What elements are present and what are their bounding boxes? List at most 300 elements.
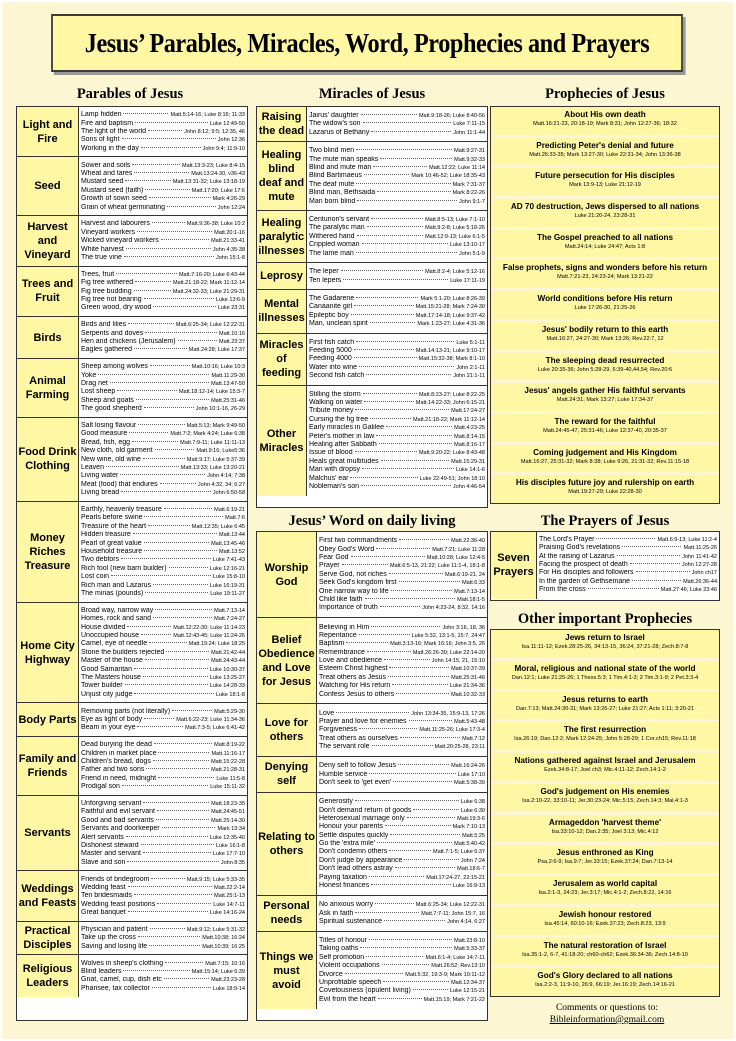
prayers-entry	[539, 586, 717, 594]
parables-entry	[81, 430, 245, 438]
miracles-entry	[309, 303, 485, 311]
entry-name: Covetousness (opulent living)	[319, 987, 411, 995]
entry-reference: Luke 17:10	[457, 771, 485, 778]
entry-reference: Matt.17:20; Luke 17:6	[191, 187, 245, 194]
word-table	[256, 531, 488, 1021]
parables-entry	[81, 590, 245, 598]
miracles-entry	[309, 241, 485, 249]
parables-entry	[81, 120, 245, 128]
entry-name: Heterosexual marriage only	[319, 814, 405, 822]
entry-reference: Matt.14:13-21; Luke 9:10-17	[415, 347, 485, 354]
entry-name: Vineyard workers	[81, 228, 135, 236]
entry-reference: Matt.25:31-46	[451, 674, 485, 681]
entry-name: Feeding 4000	[309, 355, 352, 363]
leader-dots	[379, 443, 452, 444]
word-entry	[319, 588, 485, 596]
miracles-entry	[309, 224, 485, 232]
leader-dots	[157, 903, 211, 904]
entry-reference: Matt.20:1-16	[214, 229, 245, 236]
word-entry	[319, 865, 485, 873]
word-entry	[319, 537, 485, 545]
entry-reference: Luke 16:1-8	[215, 842, 245, 849]
entry-name: Eye as light of body	[81, 716, 143, 723]
leader-dots	[370, 418, 411, 419]
parables-entry	[81, 128, 245, 136]
parables-entry	[81, 321, 245, 329]
word-entry	[319, 910, 485, 918]
parables-entry	[81, 162, 245, 170]
entry-reference: Matt.6:19-21, 24	[444, 571, 485, 578]
parables-entry	[81, 170, 245, 178]
leader-dots	[144, 516, 223, 517]
entry-name: Beam in your eye	[81, 724, 136, 732]
leader-dots	[400, 737, 460, 738]
prophecies-item	[491, 414, 719, 445]
parables-entry	[81, 808, 245, 816]
entry-name: The widow's son	[309, 120, 361, 128]
leader-dots	[146, 768, 209, 769]
entry-name: Prayer	[319, 562, 340, 570]
entry-reference: Mark 7:31-37	[452, 181, 485, 188]
entry-name: Unprofitable speech	[319, 978, 382, 986]
entry-name: Withered hand	[309, 232, 355, 240]
prophecy-title: About His own death	[564, 110, 646, 119]
parables-entry	[81, 657, 245, 665]
leader-dots	[392, 684, 448, 685]
parables-entry	[81, 439, 245, 447]
leader-dots	[123, 970, 189, 971]
entry-reference: Matt.9:2-8; Luke 5:18-26	[425, 225, 485, 232]
miracles-entry	[309, 181, 485, 189]
parables-section-label: Religious Leaders	[17, 955, 79, 997]
leader-dots	[396, 693, 449, 694]
entry-name: Generosity	[319, 798, 353, 806]
prophecy-title: The first resurrection	[563, 725, 647, 735]
entry-name: Confess Jesus to others	[319, 690, 395, 698]
entry-reference: Matt.6:9-13; Luke 11:2-4	[657, 536, 717, 543]
miracles-entry	[309, 216, 485, 224]
entry-name: Birds and lilies	[81, 321, 127, 329]
entry-reference: John 9:1-7	[459, 198, 485, 205]
miracles-entry	[309, 233, 485, 241]
entry-reference: Luke 14:1-6	[455, 467, 485, 474]
entry-name: Sheep and goats	[81, 396, 134, 404]
entry-name: Pearls before swine	[81, 514, 143, 522]
word-section-label: Things we must avoid	[257, 932, 317, 1010]
parables-section-body-parts	[17, 703, 247, 737]
leader-dots	[351, 314, 414, 315]
miracles-entry	[309, 312, 485, 320]
entry-reference: Matt.19:3-6	[457, 815, 485, 822]
entry-reference: Luke 12:49-50	[209, 120, 245, 127]
entry-name: Blind Bartimaeus	[309, 172, 362, 180]
word-entry	[319, 640, 485, 648]
entry-name: Man with dropsy	[309, 466, 360, 474]
entry-name: Father and two sons	[81, 766, 145, 774]
entry-reference: John 4:14; 7:38	[207, 473, 245, 480]
parables-entry	[81, 388, 245, 396]
parables-section-light-and-fire	[17, 107, 247, 157]
miracles-entry	[309, 483, 485, 491]
parables-section-trees-and-fruit	[17, 267, 247, 317]
entry-name: Faithful and evil servant	[81, 808, 155, 816]
entry-name: Salt losing flavour	[81, 422, 137, 430]
leader-dots	[153, 617, 212, 618]
prayers-entry	[539, 561, 717, 569]
parables-entry	[81, 607, 245, 615]
entry-reference: John 9:4; 11:9-10	[202, 145, 245, 152]
miracles-entry	[309, 189, 485, 197]
word-entry	[319, 649, 485, 657]
miracles-entry	[309, 164, 485, 172]
prophecy-references: Matt.24:31; Mark 13:27; Luke 17:34-37	[556, 397, 654, 404]
entry-name: Feeding 5000	[309, 346, 352, 354]
entry-reference: Matt.7:6	[225, 515, 245, 522]
prophecy-references: Matt.16:27, 25:31-32; Mark 8:38; Luke 9:26, 21:31-32; Rev.11:15-18	[520, 458, 690, 465]
parables-section-religious-leaders	[17, 955, 247, 997]
entry-reference: Mark 10:46-52; Luke 18:35-43	[411, 173, 485, 180]
miracles-entry	[309, 250, 485, 258]
prophecy-title: Jerusalem as world capital	[552, 879, 658, 888]
leader-dots	[151, 878, 184, 879]
parables-entry	[81, 111, 245, 119]
entry-reference: Matt.7:2; Mark 4:24; Luke 6:38	[170, 431, 245, 438]
parables-entry	[81, 506, 245, 514]
entry-reference: John 4:35-38	[212, 246, 245, 253]
parables-section-money-riches-treasure	[17, 502, 247, 603]
entry-reference: Luke 18:1-8	[215, 691, 245, 698]
entry-name: Spiritual sustenance	[319, 917, 383, 925]
prophecy-references: Matt.19:27-29; Luke 22:28-30	[568, 489, 642, 496]
leader-dots	[145, 659, 209, 660]
prophecy-title: AD 70 destruction, Jews dispersed to all nations	[510, 202, 700, 212]
parables-entry	[81, 456, 245, 464]
entry-name: Stilling the storm	[309, 390, 361, 398]
prophecies-item	[491, 260, 719, 291]
parables-entry	[81, 934, 245, 942]
leader-dots	[390, 834, 460, 835]
leader-dots	[369, 773, 456, 774]
leader-dots	[366, 956, 423, 957]
miracles-entry	[309, 112, 485, 120]
leader-dots	[122, 138, 216, 139]
leader-dots	[135, 122, 208, 123]
other-item	[491, 692, 719, 723]
leader-dots	[622, 546, 681, 547]
leader-dots	[122, 785, 208, 786]
parables-section-label: Servants	[17, 796, 79, 871]
parables-entry	[81, 859, 245, 867]
word-entry	[319, 962, 485, 970]
other-item	[491, 938, 719, 969]
entry-reference: Matt.10:28; Luke 12:4-5	[426, 555, 485, 562]
prayers-entry	[539, 553, 717, 561]
entry-name: The lame man	[309, 249, 354, 257]
entry-reference: John 8:35	[220, 859, 245, 866]
leader-dots	[355, 800, 459, 801]
entry-reference: John 21:1-11	[453, 373, 485, 380]
leader-dots	[395, 867, 455, 868]
entry-name: Second fish catch	[309, 372, 365, 380]
entry-reference: Matt.10:39; 16:25	[202, 943, 245, 950]
leader-dots	[164, 978, 209, 979]
parables-header: Parables of Jesus	[76, 86, 184, 102]
parables-entry	[81, 758, 245, 766]
prophecies-item	[491, 353, 719, 384]
entry-name: Saving and losing life	[81, 942, 148, 950]
parables-entry	[81, 682, 245, 690]
leader-dots	[357, 235, 424, 236]
leader-dots	[377, 842, 452, 843]
entry-name: House divided	[81, 623, 126, 631]
leader-dots	[409, 720, 453, 721]
parables-entry	[81, 136, 245, 144]
entry-reference: Luke 15:8-10	[212, 574, 245, 581]
entry-name: Healing after Sabbath	[309, 440, 377, 448]
entry-reference: Matt.18:6-7	[457, 866, 485, 873]
entry-reference: Matt.24:45-51	[211, 809, 245, 816]
leader-dots	[145, 189, 190, 190]
entry-name: Alert servants	[81, 833, 124, 841]
leader-dots	[156, 819, 209, 820]
leader-dots	[388, 676, 449, 677]
word-section-worship-god	[257, 532, 487, 618]
entry-name: Homes, rock and sand	[81, 615, 152, 623]
parables-entry	[81, 246, 245, 254]
parables-entry	[81, 514, 245, 522]
entry-name: No anxious worry	[319, 901, 374, 909]
entry-reference: Matt.13:3-23; Luke 8:4-15	[182, 162, 245, 169]
leader-dots	[153, 584, 208, 585]
miracles-entry	[309, 475, 485, 483]
parables-entry	[81, 834, 245, 842]
entry-name: Lamp hidden	[81, 111, 122, 119]
leader-dots	[362, 468, 454, 469]
entry-name: Unforgiving servant	[81, 800, 142, 807]
parables-section-seed	[17, 157, 247, 216]
leader-dots	[355, 912, 419, 913]
entry-name: Removing parts (not literally)	[81, 707, 171, 715]
entry-name: Hidden treasure	[81, 531, 131, 539]
entry-reference: Matt.12:34-37	[451, 979, 485, 986]
entry-reference: Matt.25:31-46	[211, 397, 245, 404]
word-entry	[319, 546, 485, 554]
leader-dots	[143, 802, 209, 803]
parables-entry	[81, 288, 245, 296]
leader-dots	[150, 928, 185, 929]
parables-entry	[81, 825, 245, 833]
leader-dots	[364, 401, 413, 402]
other-item	[491, 722, 719, 753]
entry-name: Canaanite girl	[309, 303, 353, 311]
parables-entry	[81, 750, 245, 758]
miracles-section-label: Mental illnesses	[257, 290, 307, 333]
leader-dots	[384, 920, 445, 921]
leader-dots	[178, 340, 217, 341]
parables-entry	[81, 422, 245, 430]
leader-dots	[158, 777, 214, 778]
miracles-entry	[309, 391, 485, 399]
entry-name: Divorce	[319, 970, 343, 978]
entry-name: Sons of light	[81, 136, 120, 144]
leader-dots	[134, 172, 189, 173]
entry-name: Titles of honour	[319, 936, 367, 944]
entry-reference: Matt.13:47-50	[211, 381, 245, 387]
entry-reference: John 14:15, 21, 15:10	[431, 658, 485, 665]
leader-dots	[356, 149, 452, 150]
word-entry	[319, 832, 485, 840]
entry-reference: Matt.9:36-38; Luke 10:2	[186, 221, 245, 228]
entry-reference: Matt.7:13-14	[454, 588, 485, 595]
entry-name: Two blind men	[309, 147, 355, 155]
word-entry	[319, 771, 485, 779]
leader-dots	[110, 382, 209, 383]
leader-dots	[144, 550, 217, 551]
parables-entry	[81, 985, 245, 993]
word-entry	[319, 918, 485, 926]
leader-dots	[144, 542, 209, 543]
entry-reference: Matt.21:18-22; Mark 11:12-14	[172, 280, 245, 287]
entry-reference: Matt.23:8-10	[454, 937, 485, 944]
leader-dots	[134, 668, 208, 669]
miracles-section-healing-blind-deaf-and-mute	[257, 142, 487, 211]
entry-reference: Matt.15:14; Luke 6:39	[191, 968, 245, 975]
prophecies-item	[491, 138, 719, 169]
miracles-section-label: Other Miracles	[257, 386, 307, 497]
parables-section-family-and-friends	[17, 737, 247, 796]
entry-reference: Matt.6:33	[462, 580, 485, 587]
entry-reference: Luke 17:7-10	[212, 851, 245, 858]
entry-name: Repentance	[319, 631, 357, 639]
word-entry	[319, 571, 485, 579]
entry-name: White harvest	[81, 245, 124, 253]
entry-name: Peter's mother in law	[309, 432, 375, 440]
prophecy-title: The sleeping dead resurrected	[545, 355, 665, 365]
entry-reference: Matt.9:12; Luke 5:31-32	[186, 927, 245, 933]
entry-reference: Matt.10:16; Luke 10:3	[191, 364, 245, 371]
parables-entry	[81, 850, 245, 858]
leader-dots	[143, 852, 211, 853]
entry-name: Children's bread, dogs	[81, 757, 151, 765]
parables-entry	[81, 338, 245, 346]
entry-reference: Matt.23:23-28	[211, 977, 245, 984]
entry-name: Unjust city judge	[81, 690, 133, 698]
parables-entry	[81, 573, 245, 581]
leader-dots	[336, 712, 409, 713]
parables-section-label: Trees and Fruit	[17, 267, 79, 316]
entry-reference: Matt.9:20-22; Luke 8:43-48	[418, 450, 485, 457]
leader-dots	[136, 399, 209, 400]
entry-name: Prodigal son	[81, 783, 120, 791]
entry-name: Heals great multitudes	[309, 457, 379, 465]
entry-name: Pearl of great value	[81, 539, 142, 547]
word-entry	[319, 937, 485, 945]
entry-reference: Matt.14:22-33; John 6:15-21	[415, 400, 485, 406]
entry-reference: Luke 13:10-17	[449, 242, 485, 249]
entry-name: Issue of blood	[309, 449, 353, 457]
page-title: Jesus’ Parables, Miracles, Word, Prophecies and Prayers	[51, 14, 683, 72]
other-item	[491, 753, 719, 784]
entry-name: Mustard seed (faith)	[81, 186, 144, 194]
leader-dots	[630, 563, 680, 564]
miracles-section-healing-paralytic-illnesses	[257, 211, 487, 263]
parables-entry	[81, 178, 245, 186]
prophecy-references: Matt.24:45-47, 25:31-46; Luke 12:37-40, 20:35-37	[543, 427, 667, 434]
prophecies-item	[491, 199, 719, 230]
leader-dots	[148, 130, 182, 131]
entry-reference: Matt.15:22-28	[211, 758, 245, 765]
word-header: Jesus’ Word on daily living	[288, 513, 456, 529]
leader-dots	[129, 432, 168, 433]
miracles-section-other-miracles	[257, 386, 487, 497]
entry-reference: John 4:46-54	[452, 483, 485, 490]
entry-reference: Matt.8:19-22	[214, 742, 245, 749]
entry-name: Violent occupations	[319, 962, 380, 970]
miracles-section-label: Healing paralytic illnesses	[257, 211, 307, 262]
prayers-entry	[539, 569, 717, 577]
entry-name: Prayer and love for enemies	[319, 718, 407, 726]
entry-reference: Matt.15:29-31	[451, 458, 485, 465]
prophecy-title: His disciples future joy and rulership on earth	[515, 478, 695, 488]
parables-section-servants	[17, 796, 247, 872]
parables-entry	[81, 884, 245, 892]
miracles-section-label: Miracles of feeding	[257, 334, 307, 385]
entry-name: The Lord's Prayer	[539, 535, 595, 543]
parables-table	[16, 106, 248, 1021]
entry-name: In the garden of Gethsemane	[539, 577, 631, 585]
word-section-label: Relating to others	[257, 793, 317, 895]
contact-email-link[interactable]: Bibleinformation@gmail.com	[549, 1015, 665, 1025]
entry-name: Stone the builders rejected	[81, 648, 165, 656]
prophecy-title: Future persecution for His disciples	[535, 171, 675, 181]
entry-name: Self promotion	[319, 953, 365, 961]
leader-dots	[366, 374, 451, 375]
leader-dots	[596, 538, 655, 539]
word-section-label: Worship God	[257, 532, 317, 617]
entry-reference: Matt.6:1-4; Luke 14:7-11	[425, 954, 485, 961]
entry-reference: Matt.13:31-32; Luke 13:18-19	[172, 179, 245, 186]
leader-dots	[160, 483, 196, 484]
entry-name: The leper	[309, 268, 339, 276]
leader-dots	[149, 197, 211, 198]
prayers-header: The Prayers of Jesus	[540, 513, 670, 529]
leader-dots	[361, 114, 417, 115]
entry-reference: Matt.7:7-11; John 15:7, 16	[421, 910, 485, 917]
entry-reference: Matt.12:35; Luke 6:45	[191, 523, 245, 530]
entry-name: Serpents and doves	[81, 329, 144, 337]
entry-name: Don't seek to 'get even'	[319, 779, 392, 787]
entry-name: Treasure of the heart	[81, 522, 147, 530]
parables-entry	[81, 204, 245, 212]
leader-dots	[125, 180, 170, 181]
word-entry	[319, 807, 485, 815]
entry-reference: Matt.5:14-16; Luke 8:16; 11:33	[170, 112, 245, 119]
word-entry	[319, 979, 485, 987]
parables-section-label: Home City Highway	[17, 603, 79, 703]
entry-reference: Matt.15:19; Mark 7:21-22	[423, 996, 485, 1003]
entry-reference: Matt.11:25-26	[683, 545, 717, 552]
entry-reference: Matt.12:22-30; Luke 11:14-23	[173, 624, 245, 631]
entry-reference: Mark 7:10-13	[452, 824, 485, 831]
leader-dots	[343, 279, 448, 280]
parables-entry	[81, 330, 245, 338]
entry-name: Meat (food) that endures	[81, 480, 158, 488]
miracles-entry	[309, 129, 485, 137]
prophecy-references: Isa.2:1-3, 24:23; Jer.3:17; Mic.4:1-2; Zech.8:22, 14:16	[538, 890, 672, 896]
word-section-label: Love for others	[257, 704, 317, 756]
prayers-entry	[539, 544, 717, 552]
other-item	[491, 907, 719, 938]
